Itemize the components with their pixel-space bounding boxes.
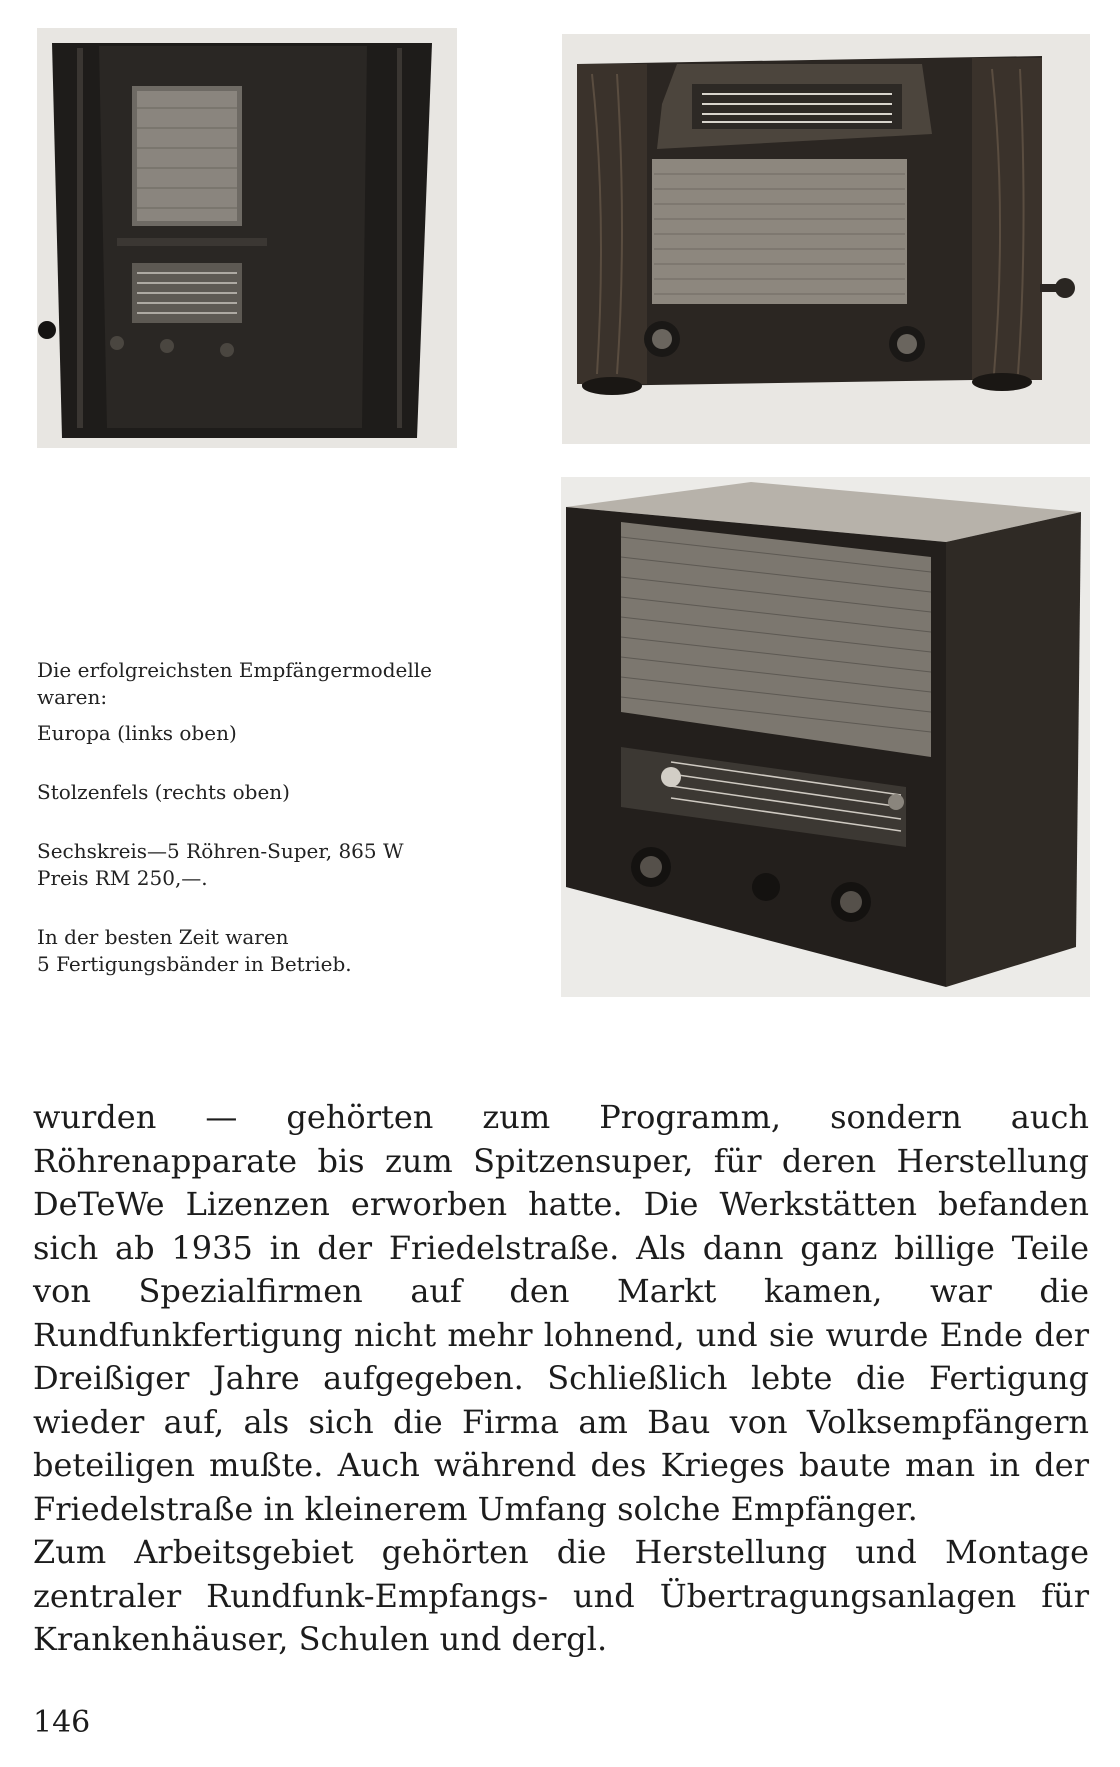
caption-model-europa: Europa (links oben): [37, 721, 237, 745]
page-number: 146: [33, 1705, 91, 1740]
caption-model-super-2: Preis RM 250,—.: [37, 866, 208, 890]
radio-photo-stolzenfels: [562, 34, 1090, 444]
caption-line-intro-2: waren:: [37, 685, 108, 709]
radio-super-illustration: [561, 477, 1090, 997]
radio-europa-illustration: [37, 28, 457, 448]
radio-photo-europa: [37, 28, 457, 448]
body-text: [33, 1096, 1089, 1662]
caption-spacer: [37, 892, 487, 924]
body-paragraph-2: Zum Arbeitsgebiet gehörten die Herstellung und Montage zentraler Rundfunk-Empfangs- und Übertragungsanlagen für Krankenhäuser, Schulen und dergl.: [33, 1533, 1089, 1658]
figure-caption: [37, 657, 487, 978]
caption-model-super-1: Sechskreis—5 Röhren-Super, 865 W: [37, 839, 404, 863]
caption-line-intro-1: Die erfolgreichsten Empfängermodelle: [37, 658, 432, 682]
caption-model-stolzenfels: Stolzenfels (rechts oben): [37, 780, 290, 804]
caption-spacer: [37, 747, 487, 779]
caption-note-1: In der besten Zeit waren: [37, 925, 289, 949]
radio-photo-sechskreis-super: [561, 477, 1090, 997]
caption-spacer: [37, 806, 487, 838]
caption-note-2: 5 Fertigungsbänder in Betrieb.: [37, 952, 352, 976]
radio-stolzenfels-illustration: [562, 34, 1090, 444]
body-paragraph-1: wurden — gehörten zum Programm, sondern auch Röhrenapparate bis zum Spitzensuper, für deren Herstellung DeTeWe Lizenzen erworben hatte. Die Werkstätten befanden sich ab 1935 in der Friedelstraße. Als dann ganz billige Teile von Spezialfirmen auf den Markt kamen, war die Rundfunkfertigung nicht mehr lohnend, und sie wurde Ende der Dreißiger Jahre aufgegeben. Schließlich lebte die Fertigung wieder auf, als sich die Firma am Bau von Volksempfängern beteiligen mußte. Auch während des Krieges baute man in der Friedelstraße in kleinerem Umfang solche Empfänger.: [33, 1098, 1089, 1528]
